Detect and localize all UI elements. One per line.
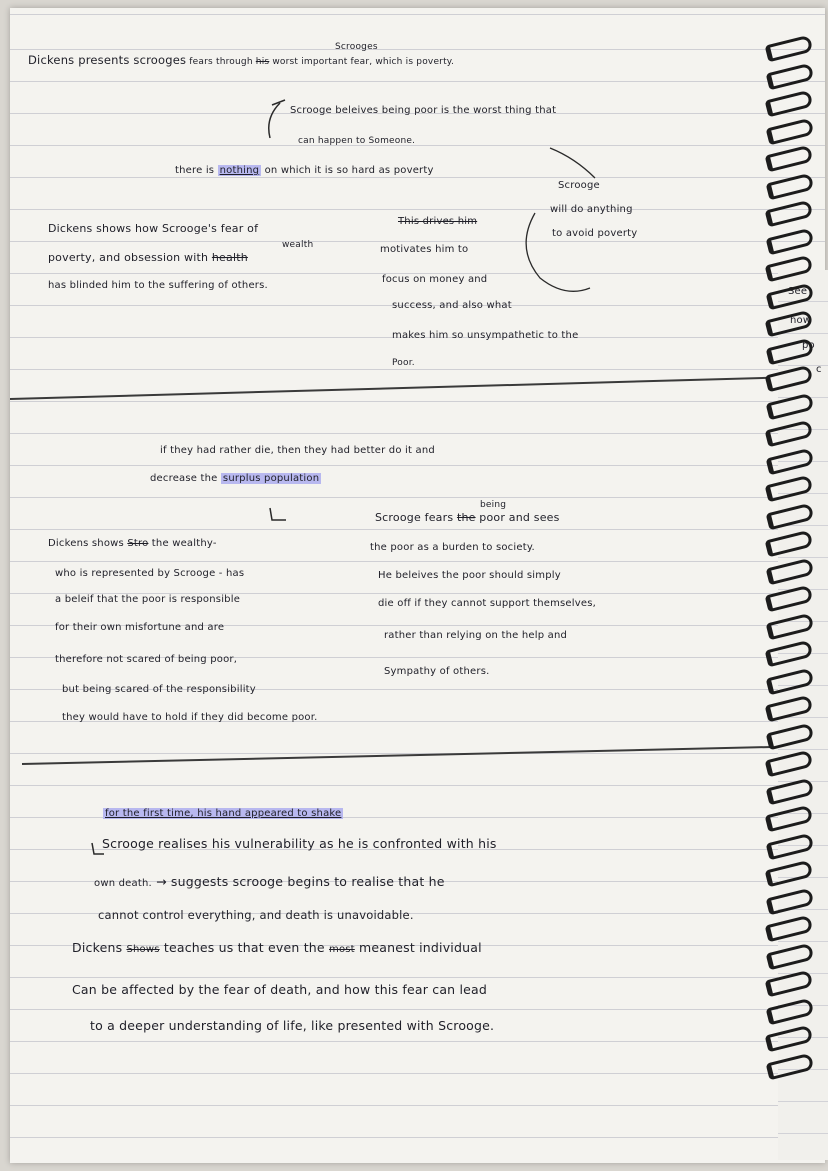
spiral-coil bbox=[765, 255, 814, 283]
s3-line5: Can be affected by the fear of death, and how this fear can lead bbox=[72, 982, 488, 997]
s2-right-line4: die off if they cannot support themselves, bbox=[378, 598, 597, 609]
quote-die-line1: if they had rather die, then they had better do it and bbox=[160, 445, 435, 456]
spiral-coil bbox=[766, 227, 815, 255]
spiral-coil bbox=[765, 200, 814, 228]
quote-poverty-highlight: nothing bbox=[219, 165, 260, 176]
arrow-hook-s3 bbox=[92, 843, 104, 854]
spiral-coil bbox=[765, 310, 814, 338]
spiral-coil bbox=[766, 337, 815, 365]
spiral-coil bbox=[765, 90, 814, 118]
left-note-line2-a: poverty, and obsession with bbox=[48, 251, 212, 264]
spiral-coil bbox=[765, 1025, 814, 1053]
s3-line3: cannot control everything, and death is unavoidable. bbox=[98, 908, 414, 922]
spiral-coil bbox=[765, 145, 814, 173]
spiral-coil bbox=[766, 832, 815, 860]
pen-marks bbox=[10, 8, 825, 1163]
s2-left-line1-c: the wealthy- bbox=[148, 538, 217, 549]
caret-insert-scrooges: Scrooges bbox=[335, 42, 378, 52]
arrow-hook-s2 bbox=[270, 508, 286, 520]
margin-fragment-1: See bbox=[788, 286, 808, 297]
s2-right-line1-c: poor and sees bbox=[475, 511, 560, 524]
mid-note-line4: success, and also what bbox=[392, 300, 512, 311]
s2-left-line4: for their own misfortune and are bbox=[55, 622, 225, 633]
spiral-coil bbox=[766, 117, 815, 145]
spiral-coil bbox=[765, 860, 814, 888]
s2-left-line1-a: Dickens shows bbox=[48, 538, 128, 549]
s2-right-line1-a: Scrooge fears bbox=[375, 511, 457, 524]
left-note-line1: Dickens shows how Scrooge's fear of bbox=[48, 222, 259, 235]
right-note-line2: will do anything bbox=[550, 204, 633, 215]
margin-fragment-4: c bbox=[816, 364, 822, 375]
spiral-coil bbox=[766, 887, 815, 915]
s3-line4-c: teaches us that even the bbox=[159, 940, 329, 955]
spiral-coil bbox=[766, 722, 815, 750]
spiral-coil bbox=[765, 970, 814, 998]
spiral-coil bbox=[766, 777, 815, 805]
right-note-line3: to avoid poverty bbox=[552, 228, 638, 239]
spiral-coil bbox=[765, 475, 814, 503]
spiral-coil bbox=[766, 282, 815, 310]
s2-right-line5: rather than relying on the help and bbox=[384, 630, 568, 641]
s2-left-line7: they would have to hold if they did become poor. bbox=[62, 712, 318, 723]
spiral-coil bbox=[766, 997, 815, 1025]
curved-bracket bbox=[526, 213, 590, 291]
spiral-coil bbox=[765, 365, 814, 393]
mid-note-line2: motivates him to bbox=[380, 244, 469, 255]
s3-line1: Scrooge realises his vulnerability as he is confronted with his bbox=[102, 836, 497, 851]
quote-poverty-c: on which it is so hard as poverty bbox=[261, 165, 434, 176]
margin-fragment-2: how bbox=[790, 315, 812, 326]
heading-strike-his: his bbox=[255, 57, 270, 67]
mid-note-line5: makes him so unsympathetic to the bbox=[392, 330, 579, 341]
quote-surplus-highlight: surplus population bbox=[222, 473, 320, 484]
mid-note-line3: focus on money and bbox=[382, 274, 488, 285]
quote-die-line2-a: decrease the bbox=[150, 473, 221, 484]
spiral-coil bbox=[765, 585, 814, 613]
s2-left-line6: but being scared of the responsibility bbox=[62, 684, 256, 695]
spiral-coil bbox=[766, 172, 815, 200]
mid-note-line6: Poor. bbox=[392, 358, 415, 368]
spiral-coil bbox=[765, 420, 814, 448]
spiral-coil bbox=[766, 612, 815, 640]
spiral-coil bbox=[765, 695, 814, 723]
heading-part-c: fears through bbox=[186, 57, 256, 67]
spiral-coil bbox=[765, 530, 814, 558]
heading-part-b: scrooges bbox=[133, 53, 187, 67]
s2-right-line3: He beleives the poor should simply bbox=[378, 570, 561, 581]
s2-right-strike-the: the bbox=[456, 511, 476, 524]
notebook-page bbox=[10, 8, 825, 1163]
spiral-coil bbox=[766, 667, 815, 695]
spiral-coil bbox=[765, 805, 814, 833]
spiral-binding bbox=[758, 40, 828, 1090]
spiral-coil bbox=[766, 1052, 815, 1080]
s2-left-strike: Stro bbox=[127, 538, 149, 549]
quote-poverty-a: there is bbox=[175, 165, 218, 176]
s3-line2-a: own death. bbox=[94, 878, 152, 889]
spiral-coil bbox=[766, 447, 815, 475]
s3-strike-most: most bbox=[329, 944, 355, 955]
quote-hand-shake: for the first time, his hand appeared to shake bbox=[105, 808, 342, 819]
heading-part-e: worst important fear, which is poverty. bbox=[269, 57, 455, 67]
spiral-coil bbox=[766, 942, 815, 970]
spiral-coil bbox=[765, 640, 814, 668]
s2-right-line6: Sympathy of others. bbox=[384, 666, 490, 677]
bracket-note-line2: can happen to Someone. bbox=[298, 136, 416, 146]
s2-left-line3: a beleif that the poor is responsible bbox=[55, 594, 241, 605]
s3-line2-b: suggests scrooge begins to realise that he bbox=[170, 874, 445, 889]
caret-being: being bbox=[480, 500, 507, 510]
spiral-coil bbox=[766, 392, 815, 420]
bracket-note-line1: Scrooge beleives being poor is the worst thing that bbox=[290, 105, 557, 116]
s2-left-line2: who is represented by Scrooge - has bbox=[55, 568, 245, 579]
left-note-caret-wealth: wealth bbox=[282, 240, 314, 250]
bracket-mark bbox=[269, 103, 280, 138]
spiral-coil bbox=[766, 502, 815, 530]
s3-line4-a: Dickens bbox=[72, 940, 127, 955]
s3-line4-e: meanest individual bbox=[354, 940, 482, 955]
s3-line6: to a deeper understanding of life, like presented with Scrooge. bbox=[90, 1018, 495, 1033]
left-note-strike-health: health bbox=[211, 251, 248, 264]
s3-strike-shows: Shows bbox=[126, 944, 160, 955]
spiral-coil bbox=[765, 750, 814, 778]
margin-fragment-3: po bbox=[802, 340, 815, 351]
spiral-coil bbox=[766, 62, 815, 90]
arrow-to-scrooge-note bbox=[550, 148, 595, 178]
heading-part-a: Dickens presents bbox=[28, 53, 134, 67]
s2-right-line2: the poor as a burden to society. bbox=[370, 542, 535, 553]
spiral-coil bbox=[765, 915, 814, 943]
left-note-line3: has blinded him to the suffering of others. bbox=[48, 280, 268, 291]
spiral-coil bbox=[766, 557, 815, 585]
right-note-line1: Scrooge bbox=[558, 180, 600, 191]
s2-left-line5: therefore not scared of being poor, bbox=[55, 654, 238, 665]
arrow-glyph: → bbox=[151, 874, 171, 889]
mid-note-line1: This drives him bbox=[398, 216, 478, 227]
